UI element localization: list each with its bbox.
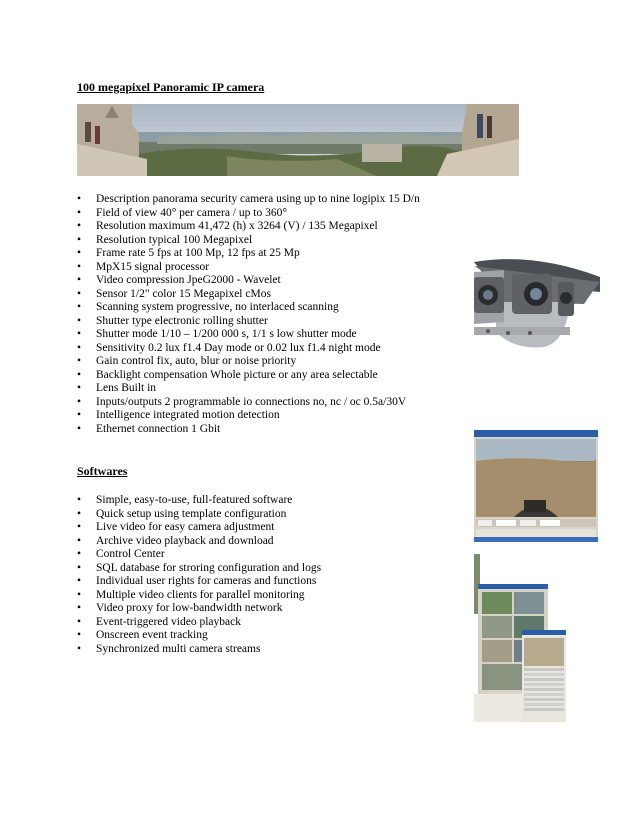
panorama-image: [77, 104, 519, 176]
list-item: • Multiple video clients for parallel monitoring: [77, 589, 321, 603]
list-item: • Control Center: [77, 548, 321, 562]
list-item: • MpX15 signal processor: [77, 261, 420, 275]
list-item: • Field of view 40° per camera / up to 360°: [77, 207, 420, 221]
list-item: • Quick setup using template configuration: [77, 508, 321, 522]
list-item: • Resolution maximum 41,472 (h) x 3264 (V) / 135 Megapixel: [77, 220, 420, 234]
list-item: • Resolution typical 100 Megapixel: [77, 234, 420, 248]
list-item: • Live video for easy camera adjustment: [77, 521, 321, 535]
list-item: • Video proxy for low-bandwidth network: [77, 602, 321, 616]
list-item: • Scanning system progressive, no interlaced scanning: [77, 301, 420, 315]
list-item: • Description panorama security camera using up to nine logipix 15 D/n: [77, 193, 420, 207]
list-item: • Frame rate 5 fps at 100 Mp, 12 fps at 25 Mp: [77, 247, 420, 261]
list-item: • Gain control fix, auto, blur or noise priority: [77, 355, 420, 369]
list-item: • Sensitivity 0.2 lux f1.4 Day mode or 0.02 lux f1.4 night mode: [77, 342, 420, 356]
section-heading: Softwares: [77, 464, 128, 478]
list-item: • SQL database for stroring configuration and logs: [77, 562, 321, 576]
document-title: 100 megapixel Panoramic IP camera: [77, 80, 265, 94]
list-item: • Event-triggered video playback: [77, 616, 321, 630]
software-multiview-image: [474, 554, 566, 722]
software-list: [77, 494, 321, 656]
list-item: • Video compression JpeG2000 - Wavelet: [77, 274, 420, 288]
list-item: • Simple, easy-to-use, full-featured software: [77, 494, 321, 508]
list-item: • Shutter type electronic rolling shutter: [77, 315, 420, 329]
list-item: • Backlight compensation Whole picture or any area selectable: [77, 369, 420, 383]
list-item: • Lens Built in: [77, 382, 420, 396]
list-item: • Inputs/outputs 2 programmable io connections no, nc / oc 0.5a/30V: [77, 396, 420, 410]
feature-list: [77, 193, 420, 436]
list-item: • Intelligence integrated motion detection: [77, 409, 420, 423]
list-item: • Ethernet connection 1 Gbit: [77, 423, 420, 437]
list-item: • Archive video playback and download: [77, 535, 321, 549]
list-item: • Sensor 1/2" color 15 Megapixel cMos: [77, 288, 420, 302]
camera-image: [474, 232, 600, 357]
list-item: • Shutter mode 1/10 – 1/200 000 s, 1/1 s low shutter mode: [77, 328, 420, 342]
software-screenshot-image: [474, 430, 598, 542]
list-item: • Individual user rights for cameras and functions: [77, 575, 321, 589]
list-item: • Onscreen event tracking: [77, 629, 321, 643]
list-item: • Synchronized multi camera streams: [77, 643, 321, 657]
